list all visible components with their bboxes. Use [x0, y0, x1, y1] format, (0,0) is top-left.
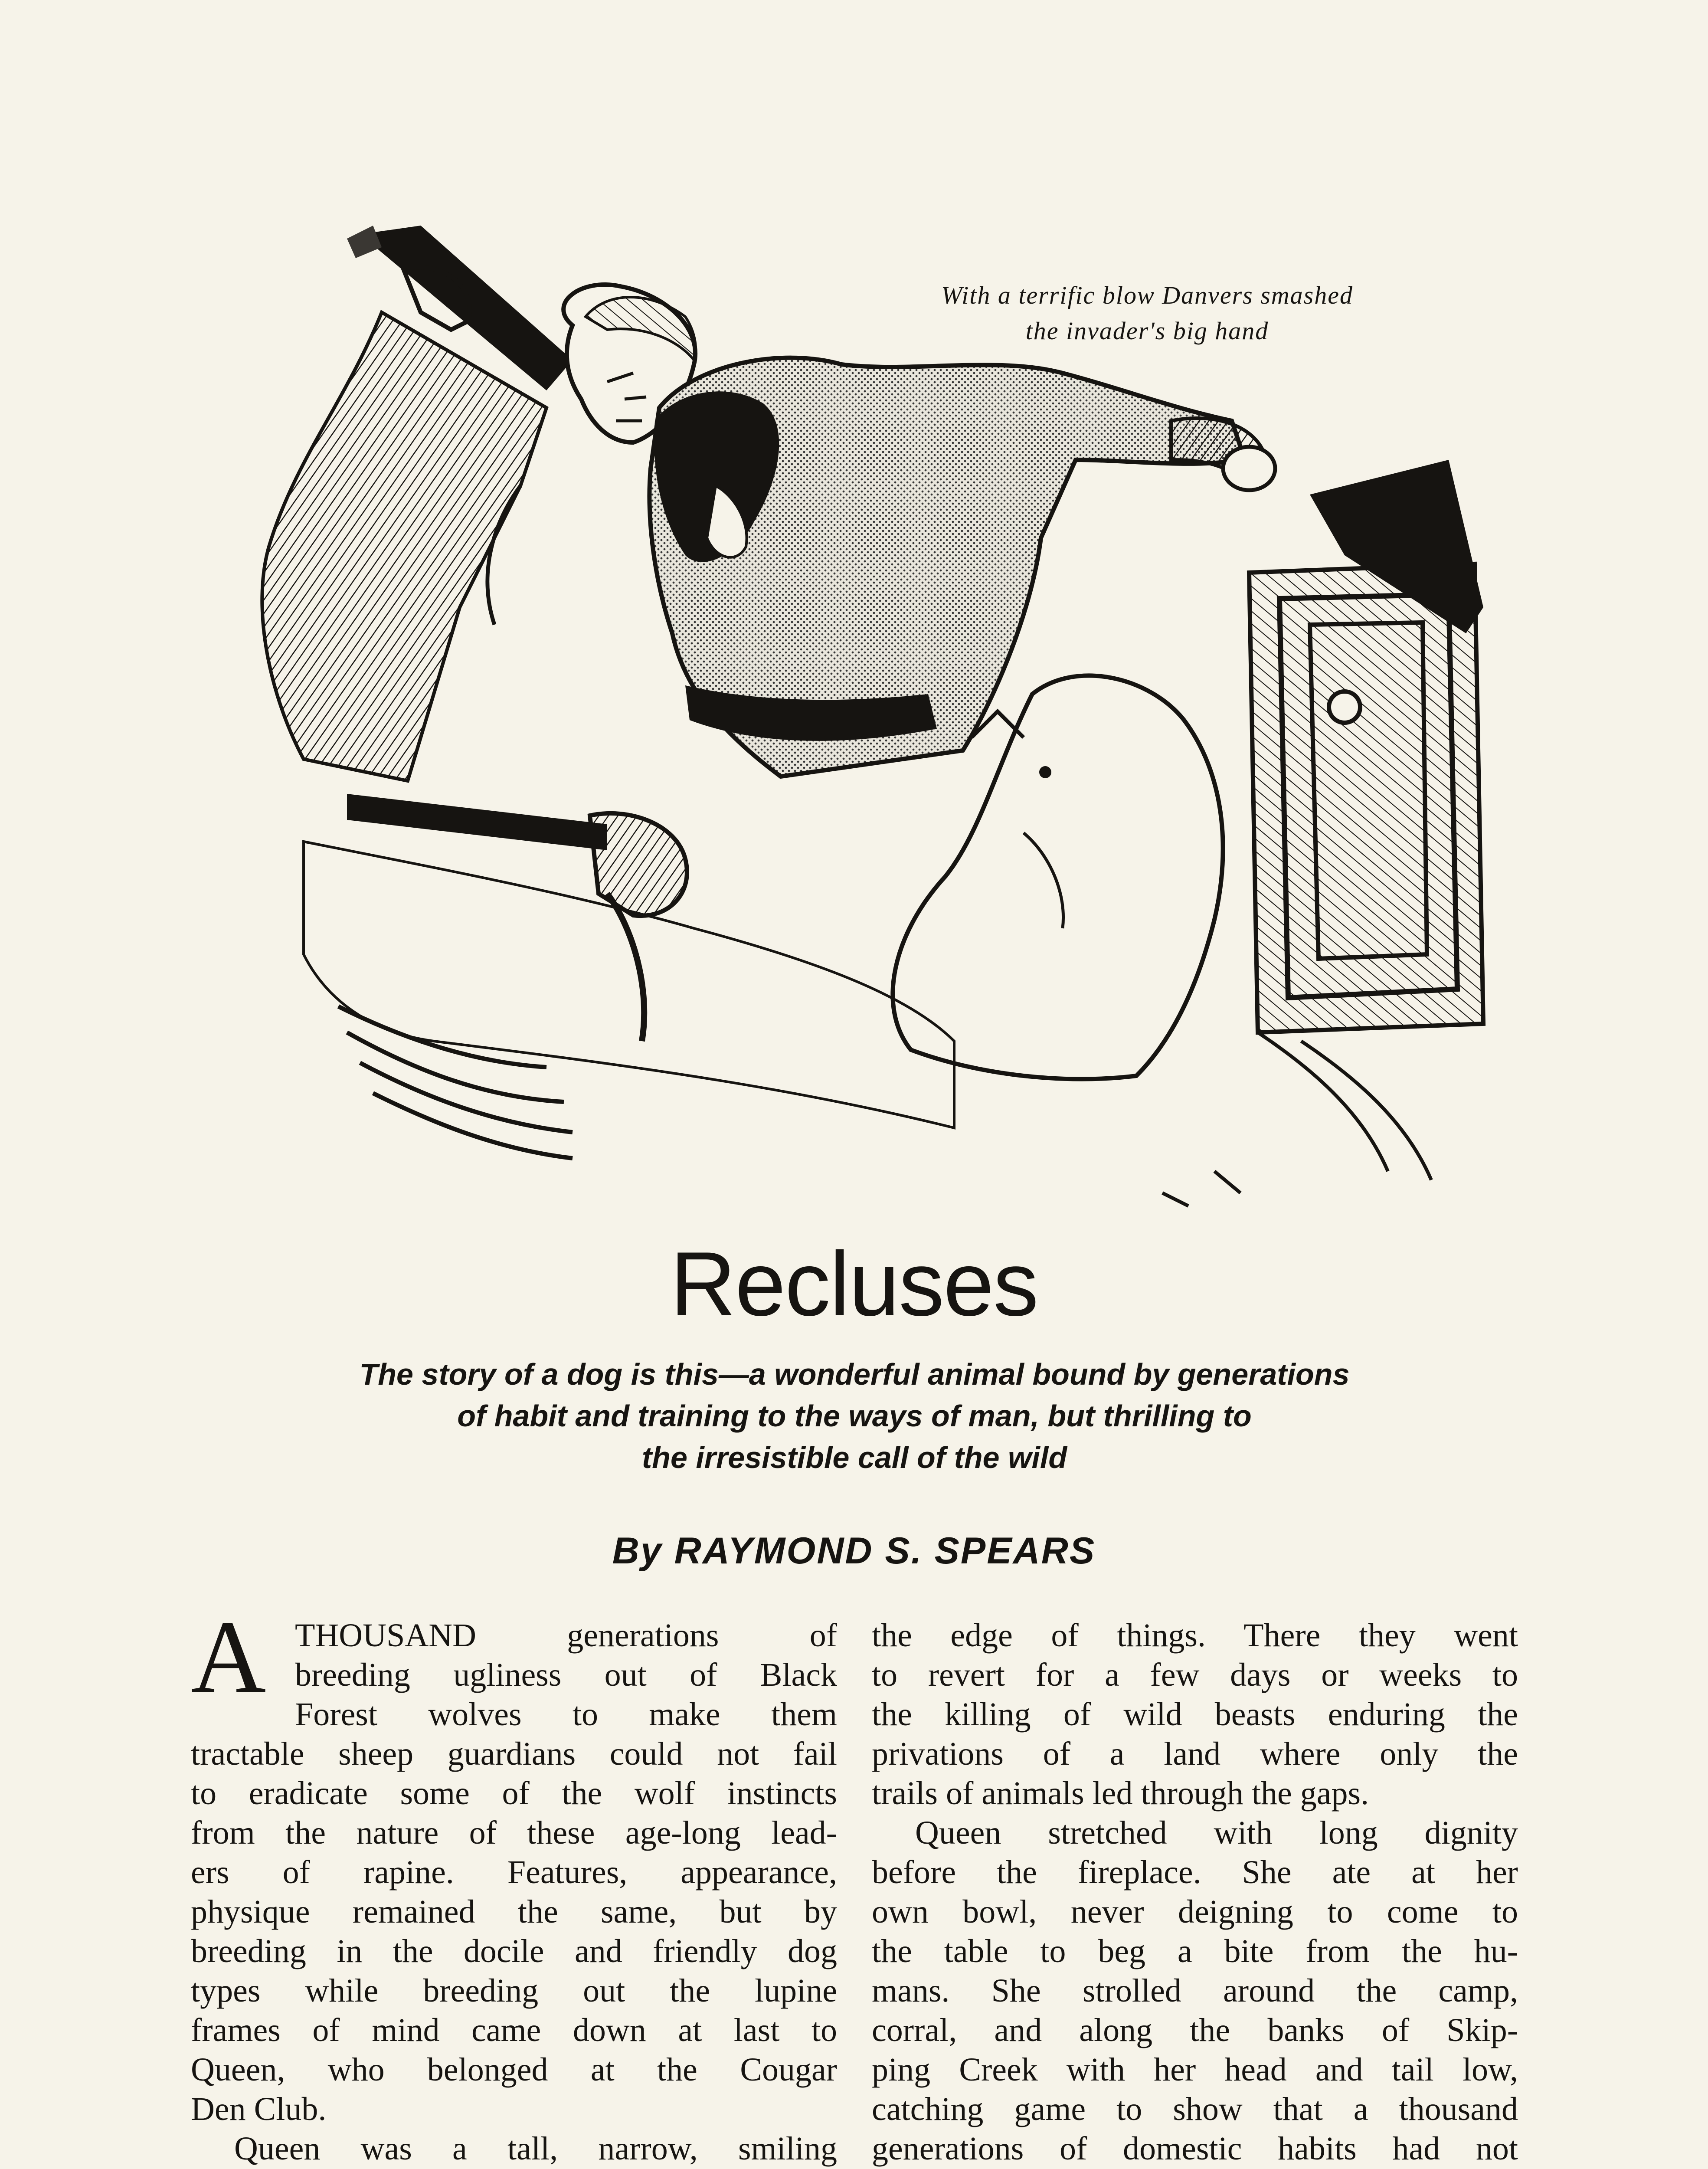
text-line: breeding ugliness out of Black — [295, 1657, 837, 1693]
text-line: Queen was a tall, narrow, smiling — [234, 2130, 837, 2167]
strongbox — [1249, 460, 1483, 1032]
text-line: the table to beg a bite from the hu- — [872, 1933, 1518, 1969]
text-line: THOUSAND generations of — [295, 1617, 837, 1654]
text-line: tractable sheep guardians could not fail — [191, 1736, 837, 1772]
text-line: to revert for a few days or weeks to — [872, 1657, 1518, 1693]
text-line: own bowl, never deigning to come to — [872, 1894, 1518, 1930]
illustration-drawing — [217, 217, 1509, 1228]
text-line: ping Creek with her head and tail low, — [872, 2051, 1518, 2088]
drop-cap: A — [191, 1599, 266, 1714]
deck-line: of habit and training to the ways of man, but thrilling to — [457, 1399, 1252, 1433]
illustration-caption — [833, 278, 1462, 349]
text-line: breeding in the docile and friendly dog — [191, 1933, 837, 1969]
text-line: Queen stretched with long dignity — [915, 1815, 1518, 1851]
text-line: catching game to show that a thousand — [872, 2091, 1518, 2127]
caption-line: With a terrific blow Danvers smashed — [941, 281, 1353, 309]
danvers-figure — [262, 267, 696, 781]
text-line: to eradicate some of the wolf instincts — [191, 1775, 837, 1812]
text-line: Den Club. — [191, 2091, 327, 2127]
story-illustration — [217, 217, 1509, 1228]
deck-line: The story of a dog is this—a wonderful animal bound by generations — [359, 1357, 1350, 1391]
text-column-left — [191, 1599, 837, 2169]
text-line: corral, and along the banks of Skip- — [872, 2012, 1518, 2048]
text-line: ers of rapine. Features, appearance, — [191, 1854, 837, 1891]
text-column-right — [872, 1616, 1518, 2169]
text-line: Queen, who belonged at the Cougar — [191, 2051, 837, 2088]
text-line: types while breeding out the lupine — [191, 1972, 837, 2009]
text-line: before the fireplace. She ate at her — [872, 1854, 1518, 1891]
caption-line: the invader's big hand — [1025, 317, 1269, 345]
text-line: generations of domestic habits had not — [872, 2130, 1518, 2167]
revolver — [347, 794, 687, 1041]
text-line: privations of a land where only the — [872, 1736, 1518, 1772]
story-title: Recluses — [670, 1233, 1038, 1335]
text-line: from the nature of these age-long lead- — [191, 1815, 837, 1851]
text-line: mans. She strolled around the camp, — [872, 1972, 1518, 2009]
byline: By RAYMOND S. SPEARS — [612, 1530, 1096, 1572]
text-line: trails of animals led through the gaps. — [872, 1775, 1369, 1812]
text-line: the edge of things. There they went — [872, 1617, 1518, 1654]
text-line: the killing of wild beasts enduring the — [872, 1696, 1518, 1733]
text-line: physique remained the same, but by — [191, 1894, 837, 1930]
story-deck — [217, 1353, 1492, 1478]
text-line: Forest wolves to make them — [295, 1696, 837, 1733]
deck-line: the irresistible call of the wild — [641, 1441, 1067, 1474]
text-line: frames of mind came down at last to — [191, 2012, 837, 2048]
